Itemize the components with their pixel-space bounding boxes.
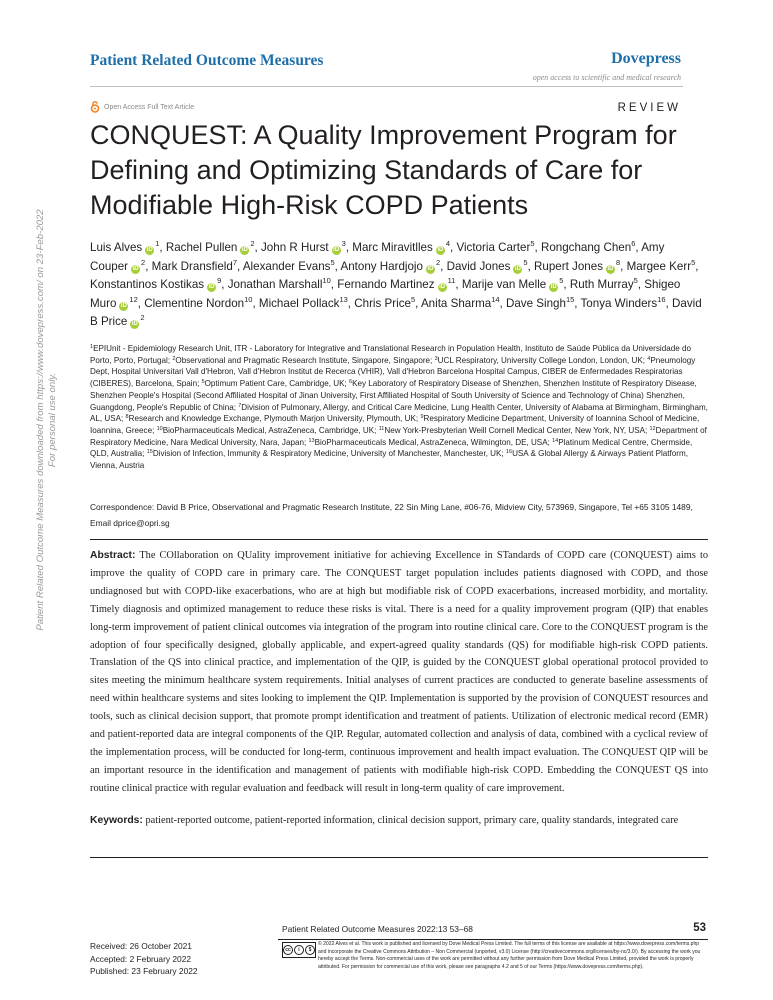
author-name: Amy Couper <box>90 241 665 273</box>
license-text: © 2022 Alves et al. This work is published and licensed by Dove Medical Press Limited. The full terms of this license are available at https://www.dovepress.com/terms.php and incorporate the Creative Commons Attribution – Non Commercial (unported, v3.0) License (http://creativecommons.org/licenses/by-nc/3.0/). By accessing the work you hereby accept the Terms. Non-commercial uses of the work are permitted without any further permission from Dove Medical Press Limited, provided the work is properly attributed. For permission for commercial use of this work, please see paragraphs 4.2 and 5 of our Terms (https://www.dovepress.com/terms.php). <box>318 941 701 970</box>
author-affiliation-number: 10 <box>322 276 331 285</box>
author-affiliation-number: 2 <box>435 257 441 267</box>
affiliation: $^{16}$USA & Global Allergy & Airways Patient Platform, Vienna, Austria <box>90 449 688 471</box>
keywords-label: Keywords: <box>90 815 143 826</box>
author-affiliation-number: 12 <box>129 294 138 304</box>
author <box>446 257 528 273</box>
article-type: REVIEW <box>617 102 681 114</box>
author-name: Marc Miravitlles <box>352 241 433 254</box>
author-name: Luis Alves <box>90 241 143 254</box>
by-icon: i <box>294 945 304 955</box>
author <box>456 241 534 254</box>
author-name: David Jones <box>446 259 511 273</box>
author-name: Chris Price <box>354 296 411 310</box>
author-affiliation-number: 3 <box>341 239 346 248</box>
author-affiliation-number: 13 <box>339 294 348 304</box>
affiliation: $^4$Pneumology Dept, Hospital Universitari Vall d'Hebron, Vall d'Hebron Institut de Recerca (VHIR), Vall d'Hebron Barcelona Hospital Campus, CIBER de Enfermedades Respiratorias (CIBERES), Barcelona, Spain; <box>90 355 696 389</box>
published-date: Published: 23 February 2022 <box>90 966 198 977</box>
author-name: Alexander Evans <box>242 259 331 273</box>
author-name: Ruth Murray <box>569 278 634 291</box>
author-name: Fernando Martinez <box>337 278 435 291</box>
author <box>462 278 564 291</box>
author <box>261 241 346 254</box>
article-title: CONQUEST: A Quality Improvement Program for Defining and Optimizing Standards of Care for Modifiable High-Risk COPD Patients <box>90 120 677 220</box>
author-name: Tonya Winders <box>580 296 658 310</box>
open-access-lock-icon <box>90 101 100 113</box>
orcid-icon[interactable]: iD <box>427 265 434 272</box>
author-affiliation-number: 2 <box>250 239 255 248</box>
author-affiliation-number: 5 <box>410 294 416 304</box>
affiliation: $^2$Observational and Pragmatic Research Institute, Singapore, Singapore; <box>172 355 435 365</box>
author-affiliation-number: 5 <box>633 276 638 285</box>
page-number: 53 <box>693 922 706 934</box>
orcid-icon[interactable]: iD <box>333 247 340 253</box>
keywords <box>90 812 708 830</box>
affiliation: $^{11}$New York-Presbyterian Weill Cornell Medical Center, New York, NY, USA; <box>378 425 650 435</box>
author <box>505 294 575 310</box>
author <box>354 294 416 310</box>
author <box>337 278 455 291</box>
author <box>144 294 253 310</box>
author-name: Anita Sharma <box>420 296 492 310</box>
author <box>352 241 450 254</box>
author <box>570 278 638 291</box>
affiliation: $^{10}$BioPharmaceuticals Medical, AstraZeneca, Cambridge, UK; <box>156 425 379 435</box>
watermark-line-1: Patient Related Outcome Measures downloaded from https://www.dovepress.com/ on 23-Feb-2022 <box>35 209 46 631</box>
abstract-top-rule <box>90 539 708 540</box>
author-affiliation-number: 5 <box>330 257 335 267</box>
author-affiliation-number: 5 <box>530 239 535 248</box>
author <box>258 294 348 310</box>
orcid-icon[interactable]: iD <box>514 265 521 272</box>
author-affiliation-number: 4 <box>445 239 450 248</box>
header-divider <box>90 86 683 87</box>
affiliation: $^8$Research and Knowledge Exchange, Plymouth Marjon University, Plymouth, UK; <box>125 414 421 424</box>
orcid-icon[interactable]: iD <box>550 284 557 290</box>
affiliation: $^1$EPIUnit - Epidemiology Research Unit, ITR - Laboratory for Integrative and Translational Research in Population Health, Instituto de Saúde Pública da Universidade do Porto, Porto, Portugal; <box>90 344 691 365</box>
orcid-icon[interactable]: iD <box>131 321 138 327</box>
author-name: Michael Pollack <box>258 296 340 310</box>
author <box>580 294 666 310</box>
author-name: Margee Kerr <box>626 259 692 273</box>
author-name: Rupert Jones <box>534 259 603 273</box>
download-watermark <box>18 205 78 635</box>
author <box>626 257 696 273</box>
publisher-logo[interactable]: Dovepress <box>611 50 681 67</box>
author-affiliation-number: 7 <box>232 257 238 267</box>
author-affiliation-number: 5 <box>559 276 564 285</box>
author-affiliation-number: 5 <box>691 257 696 267</box>
affiliation: $^{14}$Platinum Medical Centre, Chermside, QLD, Australia; <box>90 437 693 459</box>
abstract-label: Abstract: <box>90 550 136 561</box>
affiliation: $^3$UCL Respiratory, University College London, London, UK; <box>434 355 648 365</box>
author-affiliation-number: 5 <box>523 257 528 267</box>
author <box>151 257 238 273</box>
author-name: Mark Dransfield <box>151 259 233 273</box>
cc-license-badge[interactable] <box>282 942 316 958</box>
open-access-label <box>90 101 194 113</box>
author-name: Clementine Nordon <box>144 296 245 310</box>
affiliation: $^6$Key Laboratory of Respiratory Disease of Shenzhen, Shenzhen Institute of Respiratory Disease, Shenzhen People's Hospital (Second Affiliated Hospital of Jinan University, First Affiliated Hospital of South University of Science and Technology of China) Shenzhen, Guangdong, People's Republic of China; <box>90 379 697 412</box>
orcid-icon[interactable]: iD <box>437 247 444 253</box>
footer-divider <box>278 939 708 940</box>
author-affiliation-number: 6 <box>631 239 636 248</box>
affiliation: $^5$Optimum Patient Care, Cambridge, UK; <box>201 379 350 389</box>
author-affiliation-number: 14 <box>491 294 500 304</box>
author-affiliation-number: 2 <box>140 313 145 322</box>
author <box>242 257 335 273</box>
affiliation: $^{12}$Department of Respiratory Medicine, Nara Medical University, Nara, Japan; <box>90 425 707 447</box>
author-name: Dave Singh <box>505 296 566 310</box>
author <box>90 241 159 254</box>
accepted-date: Accepted: 2 February 2022 <box>90 953 192 964</box>
abstract-bottom-rule <box>90 857 708 858</box>
author-name: Jonathan Marshall <box>227 278 323 291</box>
author <box>166 241 255 254</box>
author <box>534 257 621 273</box>
orcid-icon[interactable]: iD <box>439 284 446 290</box>
author-affiliation-number: 1 <box>155 239 160 248</box>
orcid-icon[interactable]: iD <box>208 284 215 290</box>
author-name: Victoria Carter <box>456 241 531 254</box>
affiliation: $^{13}$BioPharmaceuticals Medical, AstraZeneca, Wilmington, DE, USA; <box>308 437 553 447</box>
cc-icon: cc <box>283 945 293 955</box>
author-name: Rongchang Chen <box>540 241 632 254</box>
affiliations <box>90 343 708 472</box>
author-name: Shigeo Muro <box>90 278 681 310</box>
abstract-text: The COllaboration on QUality improvement initiative for achieving Excellence in STandards of COPD care (CONQUEST) aims to improve the quality of COPD care in primary care. The CONQUEST target population includes patients diagnosed with COPD, and those undiagnosed but with COPD-like exacerbations, who are at high but modifiable risk of COPD exacerbations, increased morbidity, and mortality. Timely diagnosis and optimized management to reduce these risks is vital. There is a need for a quality improvement program (QIP) that enables long-term improvement of patient clinical outcomes via integration of the program into routine clinical care. Core to the CONQUEST program is the adoption of four specifically designed, globally applicable, and expert-agreed quality standards (QS) for modifiable high-risk COPD patients. Translation of the QS into clinical practice, and implementation of the QIP, is guided by the CONQUEST global operational protocol provided to sites meeting the minimum healthcare system requirements. Initial analyses of current practices are conducted to generate baseline assessments of need within healthcare systems and sites looking to implement the QIP. Implementation is supported by the provision of CONQUEST resources and tools, such as clinical decision support, that promote prompt identification and treatment of patients. Utilization of electronic medical record (EMR) and patient-reported data are integral components of the QIP. Regular, automated collection and analysis of data, combined with a cyclical review of the implementation process, will be conducted for long-term, continuous improvement and health impact evaluation. The CONQUEST QIP will be an important resource in the identification and management of patients with modifiable high-risk COPD. Embedding the CONQUEST QS into routine clinical practice with regular evaluation and feedback will result in long-term quality of care improvement. <box>90 550 708 794</box>
author <box>420 294 500 310</box>
publisher-tagline: open access to scientific and medical research <box>532 73 681 82</box>
nc-icon: $ <box>305 945 315 955</box>
footer-journal-ref: Patient Related Outcome Measures 2022:13 53–68 <box>282 924 473 934</box>
author-affiliation-number: 11 <box>447 276 456 285</box>
author-name: David B Price <box>90 296 702 328</box>
orcid-icon[interactable]: iD <box>120 302 127 309</box>
correspondence: Correspondence: David B Price, Observational and Pragmatic Research Institute, 22 Sin Ming Lane, #06-76, Midview City, 573969, Singapore, Tel +65 3105 1489, Email dprice@opri.sg <box>90 502 693 528</box>
author <box>541 241 635 254</box>
author-affiliation-number: 8 <box>616 257 621 267</box>
received-date: Received: 26 October 2021 <box>90 941 192 951</box>
orcid-icon[interactable]: iD <box>146 247 153 253</box>
author-name: Antony Hardjojo <box>340 259 423 273</box>
author-list: Luis Alves $iD^1$, Rachel Pullen $iD^2$, John R Hurst $iD^3$, Marc Miravitlles $iD^4$, Victoria Carter$^5$, Rongchang Chen$^6$, Amy Couper $iD^2$, Mark Dransfield$^7$, Alexander Evans$^5$, Antony Hardjojo $iD^2$, David Jones $iD^5$, Rupert Jones $iD^8$, Margee Kerr$^5$, Konstantinos Kostikas $iD^9$, Jonathan Marshall$^{10}$, Fernando Martinez $iD^{11}$, Marije van Melle $iD^5$, Ruth Murray$^5$, Shigeo Muro $iD^{12}$, Clementine Nordon$^{10}$, Michael Pollack$^{13}$, Chris Price$^5$, Anita Sharma$^{14}$, Dave Singh$^{15}$, Tonya Winders$^{16}$, David B Price $iD^2$ <box>90 239 702 328</box>
affiliation: $^{15}$Division of Infection, Immunity & Respiratory Medicine, University of Manchester, Manchester, UK; <box>146 449 506 459</box>
author-affiliation-number: 2 <box>141 257 146 267</box>
author <box>340 257 441 273</box>
abstract <box>90 547 708 798</box>
author-affiliation-number: 16 <box>657 294 666 304</box>
keywords-text: patient-reported outcome, patient-reported information, clinical decision support, primary care, quality standards, integrated care <box>145 815 679 826</box>
open-access-text: Open Access Full Text Article <box>104 103 195 111</box>
article-dates <box>90 940 198 978</box>
author-name: Rachel Pullen <box>165 241 238 254</box>
author-affiliation-number: 10 <box>244 294 253 304</box>
author-affiliation-number: 15 <box>565 294 575 304</box>
affiliation: $^9$Respiratory Medicine Department, University of Ioannina School of Medicine, Ioannina, Greece; <box>90 414 700 435</box>
affiliation: $^7$Division of Pulmonary, Allergy, and Critical Care Medicine, Lung Health Center, University of Alabama at Birmingham, Birmingham, AL, USA; <box>90 402 708 424</box>
author <box>228 278 331 291</box>
orcid-icon[interactable]: iD <box>241 247 248 253</box>
journal-name: Patient Related Outcome Measures <box>90 52 324 69</box>
orcid-icon[interactable]: iD <box>132 265 139 272</box>
author-name: Marije van Melle <box>461 278 547 291</box>
author-name: John R Hurst <box>261 241 329 254</box>
author-name: Konstantinos Kostikas <box>90 278 205 291</box>
watermark-line-2: For personal use only. <box>47 372 58 468</box>
orcid-icon[interactable]: iD <box>607 265 614 272</box>
author <box>90 278 221 291</box>
author-affiliation-number: 9 <box>217 276 222 285</box>
